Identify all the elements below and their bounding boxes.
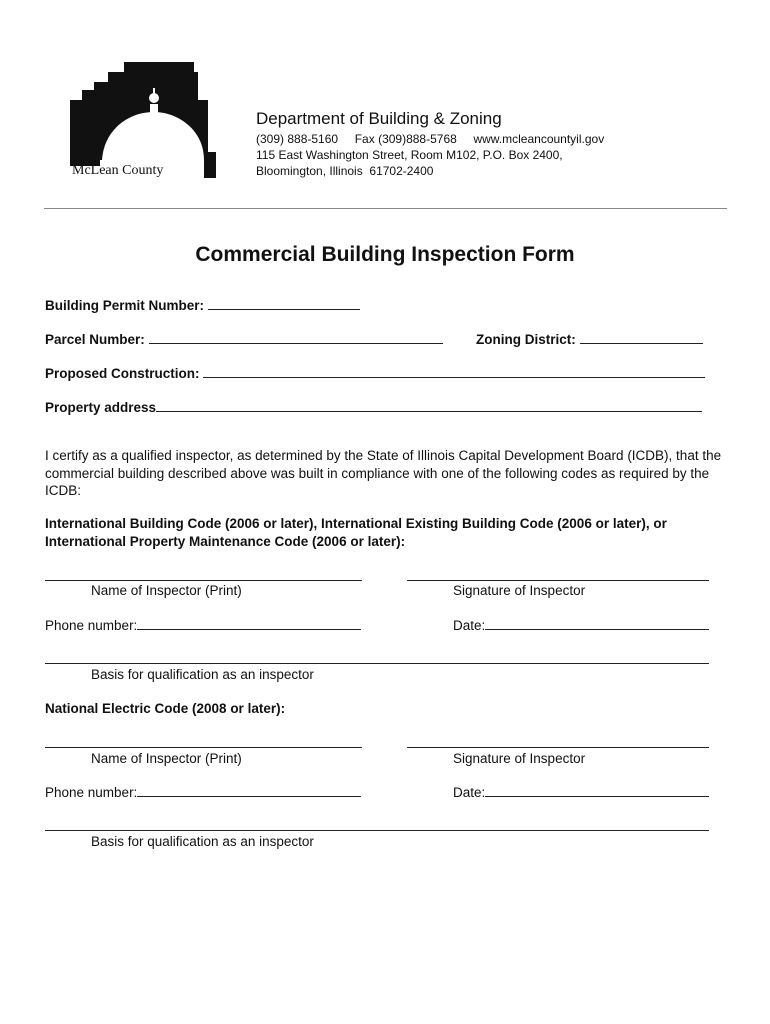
zoning-district-label: Zoning District: [476,332,576,347]
section1-heading: International Building Code (2006 or later), International Existing Building Code (2006 or later), or International Property Maintenance Code (2006 or later): [45,516,667,549]
section1-basis-caption: Basis for qualification as an inspector [91,667,314,682]
section2-phone-blank[interactable] [137,784,361,797]
section1-phone-label: Phone number: [45,618,138,633]
section1-name-line[interactable] [45,580,362,581]
header-divider [44,208,727,209]
section1-date-label: Date: [453,618,486,633]
section1-phone-field[interactable] [45,617,361,633]
certification-text: I certify as a qualified inspector, as determined by the State of Illinois Capital Development Board (ICDB), that the commercial building described above was built in compliance with one of the following codes as required by the ICDB: [45,448,722,498]
section2-name-caption: Name of Inspector (Print) [91,751,242,766]
department-title: Department of Building & Zoning [256,109,502,128]
section2-signature-caption: Signature of Inspector [453,751,586,766]
section2-basis-caption: Basis for qualification as an inspector [91,834,314,849]
section1-basis-line[interactable] [45,663,709,664]
address-line-1: 115 East Washington Street, Room M102, P.O. Box 2400, [256,148,563,162]
building-permit-field[interactable] [45,297,360,313]
section2-basis-line[interactable] [45,830,709,831]
form-title: Commercial Building Inspection Form [195,243,575,266]
section2-name-line[interactable] [45,747,362,748]
section2-phone-field[interactable] [45,784,361,800]
section1-date-field[interactable] [453,617,709,633]
parcel-number-blank[interactable] [149,331,443,344]
property-address-field[interactable] [45,399,702,415]
property-address-label: Property address [45,400,157,415]
proposed-construction-blank[interactable] [203,365,705,378]
section1-date-blank[interactable] [485,617,709,630]
section1-name-caption: Name of Inspector (Print) [91,583,242,598]
section2-date-blank[interactable] [485,784,709,797]
parcel-number-field[interactable] [45,331,443,347]
section1-signature-caption: Signature of Inspector [453,583,586,598]
section2-heading: National Electric Code (2008 or later): [45,701,286,716]
section1-signature-line[interactable] [407,580,709,581]
section2-date-label: Date: [453,785,486,800]
section2-date-field[interactable] [453,784,709,800]
county-name: McLean County [72,163,164,178]
contact-line: (309) 888-5160 Fax (309)888-5768 www.mcleancountyil.gov [256,132,605,146]
zoning-district-blank[interactable] [580,331,703,344]
address-line-2: Bloomington, Illinois 61702-2400 [256,164,434,178]
section2-signature-line[interactable] [407,747,709,748]
section2-phone-label: Phone number: [45,785,138,800]
proposed-construction-label: Proposed Construction: [45,366,200,381]
zoning-district-field[interactable] [476,331,703,347]
proposed-construction-field[interactable] [45,365,705,381]
property-address-blank[interactable] [156,399,702,412]
building-permit-blank[interactable] [208,297,360,310]
building-permit-label: Building Permit Number: [45,298,205,313]
section1-phone-blank[interactable] [137,617,361,630]
parcel-number-label: Parcel Number: [45,332,145,347]
